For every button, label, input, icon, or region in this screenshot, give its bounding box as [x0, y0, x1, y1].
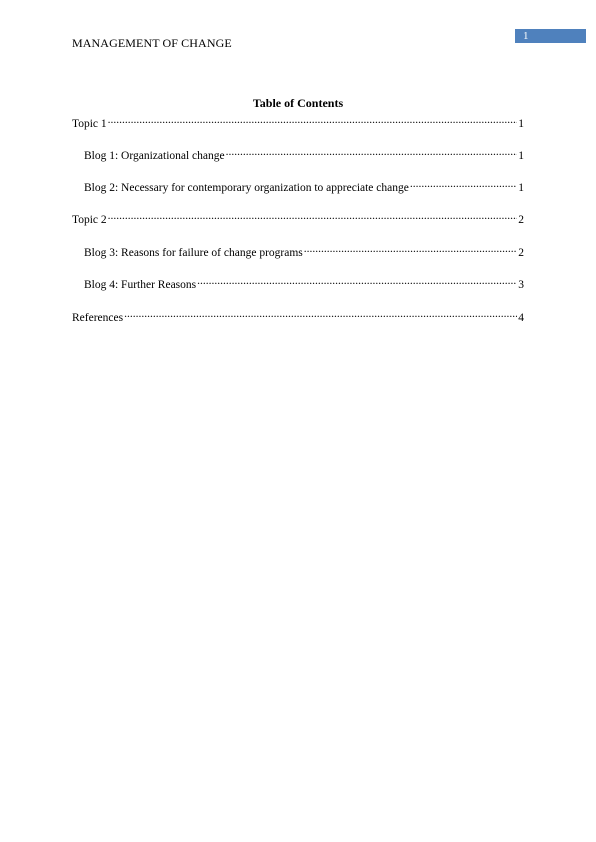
- toc-entry-page: 1: [518, 118, 524, 130]
- toc-entry-topic-2[interactable]: [72, 209, 524, 227]
- toc-entry-text: References: [72, 312, 124, 324]
- toc-entry-text: Blog 4: Further Reasons: [84, 279, 197, 291]
- toc-entry-page: 3: [518, 279, 524, 291]
- toc-leader-dots: [226, 145, 518, 159]
- toc-entry-page: 2: [518, 214, 524, 226]
- toc-entry-blog-4[interactable]: [84, 274, 524, 292]
- toc-heading: Table of Contents: [252, 96, 344, 110]
- toc-leader-dots: [108, 113, 518, 127]
- toc-leader-dots: [410, 177, 517, 191]
- page-header-title: MANAGEMENT OF CHANGE: [72, 36, 232, 50]
- toc-entry-blog-3[interactable]: [84, 242, 524, 260]
- toc-leader-dots: [197, 274, 517, 288]
- toc-leader-dots: [304, 242, 517, 256]
- toc-entry-text: Blog 1: Organizational change: [84, 150, 225, 162]
- toc-entry-page: 1: [518, 182, 524, 194]
- toc-entry-references[interactable]: [72, 307, 524, 325]
- page-number-badge: 1: [515, 29, 586, 43]
- toc-entry-topic-1[interactable]: [72, 113, 524, 131]
- toc-entry-blog-2[interactable]: [84, 177, 524, 195]
- toc-entry-page: 2: [518, 247, 524, 259]
- toc-entry-blog-1[interactable]: [84, 145, 524, 163]
- toc-leader-dots: [108, 209, 518, 223]
- toc-entry-page: 4: [518, 312, 524, 324]
- toc-entry-text: Topic 1: [72, 118, 107, 130]
- toc-entry-page: 1: [518, 150, 524, 162]
- toc-entry-text: Blog 2: Necessary for contemporary organization to appreciate change: [84, 182, 409, 194]
- toc-entry-text: Topic 2: [72, 214, 107, 226]
- toc-leader-dots: [124, 307, 517, 321]
- toc-entry-text: Blog 3: Reasons for failure of change programs: [84, 247, 303, 259]
